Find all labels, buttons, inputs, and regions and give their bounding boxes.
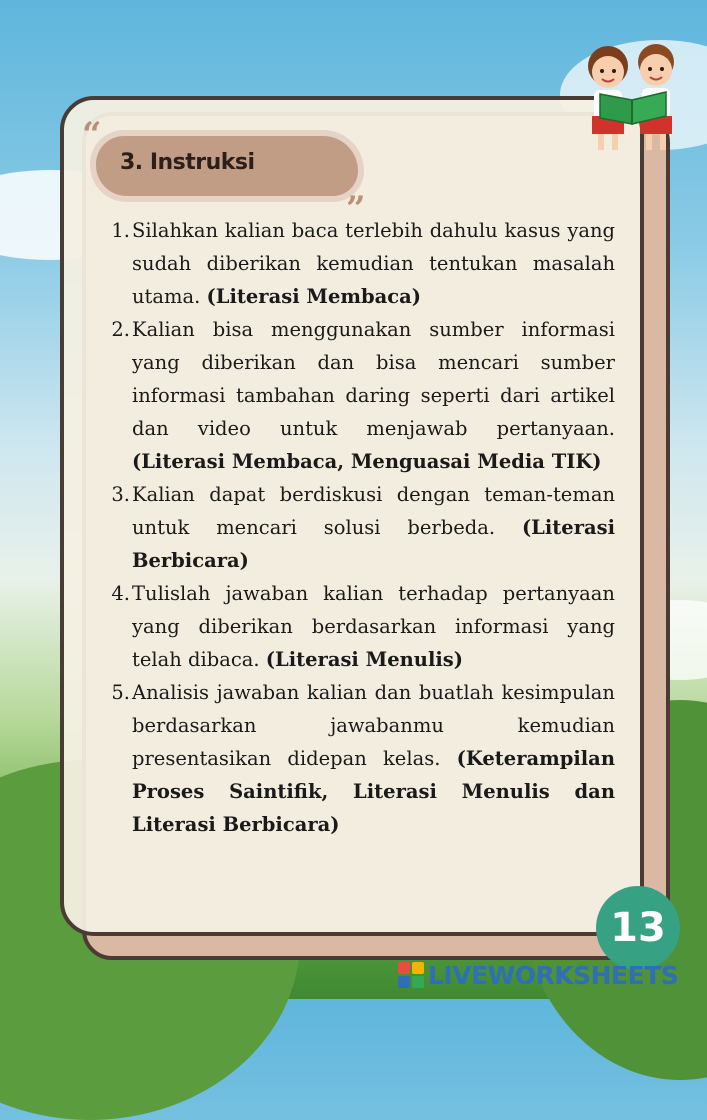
item-number: 3. xyxy=(111,483,130,506)
item-text: Tulislah jawaban kalian terhadap pertanyaan yang diberikan berdasarkan informasi yang telah dibaca. (Literasi Menulis) xyxy=(132,582,615,671)
item-text: Silahkan kalian baca terlebih dahulu kasus yang sudah diberikan kemudian tentukan masalah utama. (Literasi Membaca) xyxy=(132,219,615,308)
item-number: 1. xyxy=(111,219,130,242)
liveworksheets-logo-icon xyxy=(398,962,424,988)
item-text: Kalian bisa menggunakan sumber informasi yang diberikan dan bisa mencari sumber informasi tambahan daring seperti dari artikel dan video untuk menjawab pertanyaan. (Literasi Membaca, Menguasai Media TIK) xyxy=(132,318,615,473)
list-item xyxy=(102,214,615,313)
page-number-badge: 13 xyxy=(596,886,680,970)
item-number: 4. xyxy=(111,582,130,605)
item-number: 2. xyxy=(111,318,130,341)
list-item xyxy=(102,313,615,478)
liveworksheets-watermark xyxy=(398,958,678,992)
children-reading-book-icon xyxy=(578,36,688,156)
open-quote-mark: “ xyxy=(82,115,102,155)
item-text: Kalian dapat berdiskusi dengan teman-teman untuk mencari solusi berbeda. (Literasi Berbicara) xyxy=(132,483,615,572)
list-item xyxy=(102,577,615,676)
instruction-list xyxy=(102,214,615,841)
close-quote-mark: ” xyxy=(346,189,366,229)
list-item xyxy=(102,676,615,841)
list-item xyxy=(102,478,615,577)
page-title: 3. Instruksi xyxy=(120,150,255,175)
item-text: Analisis jawaban kalian dan buatlah kesimpulan berdasarkan jawabanmu kemudian presentasikan didepan kelas. (Keterampilan Proses Saintifik, Literasi Menulis dan Literasi Berbicara) xyxy=(132,681,615,836)
watermark-text: LIVEWORKSHEETS xyxy=(428,960,679,990)
item-number: 5. xyxy=(111,681,130,704)
